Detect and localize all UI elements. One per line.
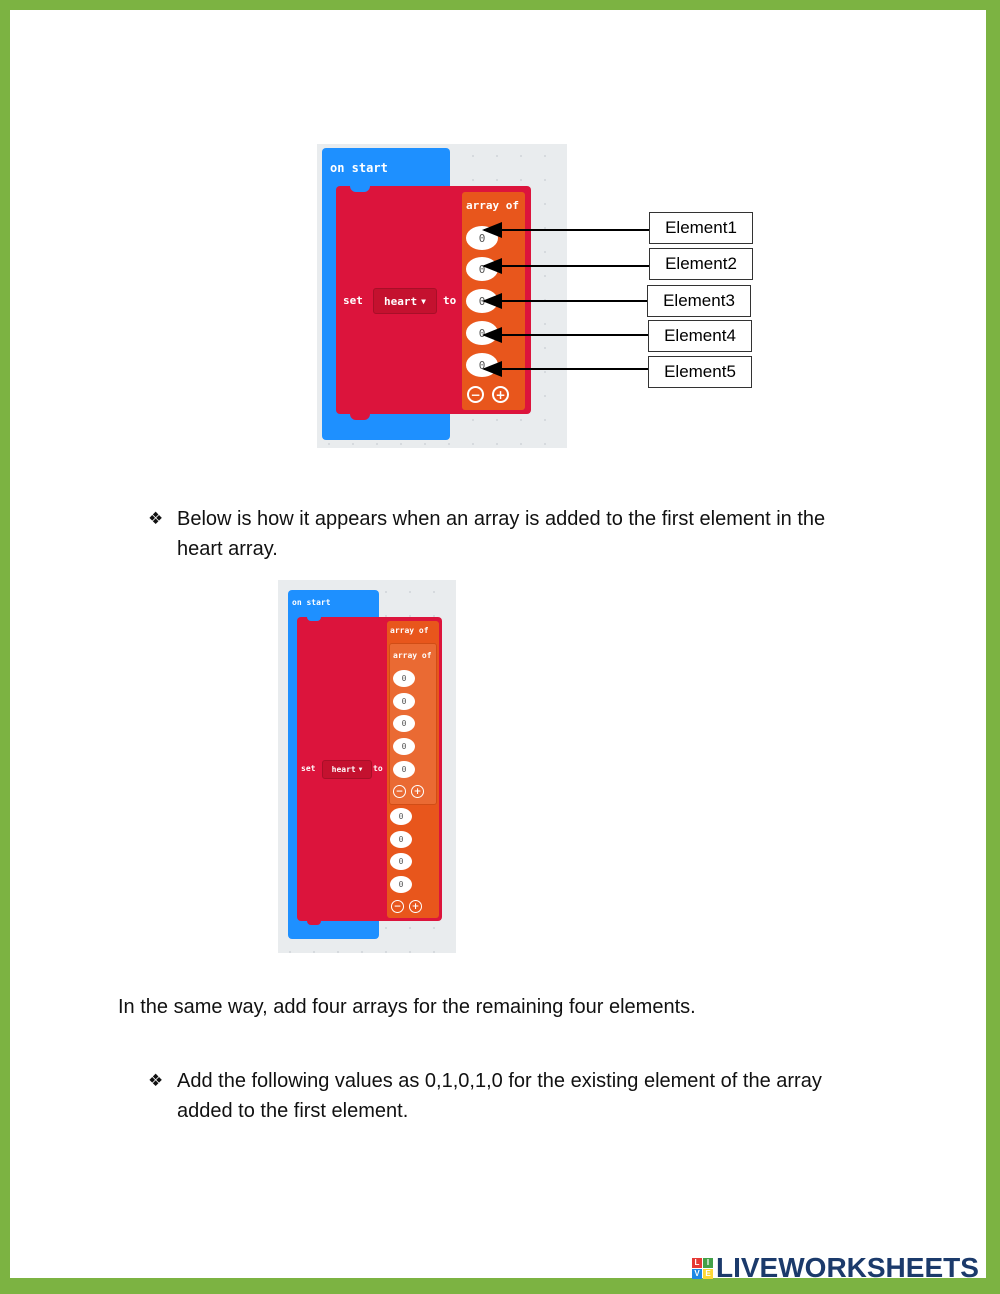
inner-value-3[interactable]: 0 xyxy=(393,715,415,732)
array-value-3[interactable]: 0 xyxy=(466,289,498,313)
liveworksheets-logo xyxy=(692,1252,979,1284)
bullet-2-line-2: added to the first element. xyxy=(177,1100,409,1122)
variable-dropdown-2[interactable] xyxy=(322,760,372,779)
callout-element5: Element5 xyxy=(648,356,752,388)
bullet-2 xyxy=(148,1066,888,1128)
set-label-2: set xyxy=(301,764,316,773)
on-start-label-2: on start xyxy=(292,598,331,607)
to-label: to xyxy=(443,294,457,307)
logo-grid-icon: L I V E xyxy=(692,1258,713,1279)
callout-element1: Element1 xyxy=(649,212,753,244)
inner-value-5[interactable]: 0 xyxy=(393,761,415,778)
variable-dropdown[interactable] xyxy=(373,288,437,314)
outer-value-4[interactable]: 0 xyxy=(390,853,412,870)
bullet-1-line-2: heart array. xyxy=(177,538,278,560)
block-notch-top xyxy=(350,186,370,192)
outer-array-label: array of xyxy=(390,626,429,635)
array-value-2[interactable]: 0 xyxy=(466,257,498,281)
chevron-down-icon: ▼ xyxy=(421,296,426,306)
bullet-2-line-1: Add the following values as 0,1,0,1,0 for the existing element of the array xyxy=(177,1070,822,1092)
callout-element3: Element3 xyxy=(647,285,751,317)
bullet-1 xyxy=(148,504,888,566)
block-notch-top-2 xyxy=(307,617,321,621)
inner-value-1[interactable]: 0 xyxy=(393,670,415,687)
callout-element2: Element2 xyxy=(649,248,753,280)
inner-value-4[interactable]: 0 xyxy=(393,738,415,755)
on-start-label: on start xyxy=(330,161,388,175)
bullet-diamond-icon: ❖ xyxy=(148,509,164,529)
brand-name: LIVEWORKSHEETS xyxy=(716,1252,979,1283)
block-notch-bottom xyxy=(350,414,370,420)
callout-element4: Element4 xyxy=(648,320,752,352)
bullet-1-line-1: Below is how it appears when an array is added to the first element in the xyxy=(177,508,826,530)
array-value-4[interactable]: 0 xyxy=(466,321,498,345)
outer-remove-item-icon[interactable]: − xyxy=(391,900,404,913)
variable-name-2: heart xyxy=(331,765,356,774)
add-item-icon[interactable]: + xyxy=(492,386,509,403)
inner-array-label: array of xyxy=(393,651,432,660)
variable-name: heart xyxy=(384,294,418,308)
inner-add-item-icon[interactable]: + xyxy=(411,785,424,798)
remove-item-icon[interactable]: − xyxy=(467,386,484,403)
array-of-label: array of xyxy=(466,199,519,212)
instruction-paragraph: In the same way, add four arrays for the remaining four elements. xyxy=(118,996,696,1018)
outer-add-item-icon[interactable]: + xyxy=(409,900,422,913)
inner-remove-item-icon[interactable]: − xyxy=(393,785,406,798)
inner-value-2[interactable]: 0 xyxy=(393,693,415,710)
array-value-5[interactable]: 0 xyxy=(466,353,498,377)
bullet-diamond-icon: ❖ xyxy=(148,1071,164,1091)
block-notch-bottom-2 xyxy=(307,921,321,925)
outer-value-5[interactable]: 0 xyxy=(390,876,412,893)
set-label: set xyxy=(343,294,363,307)
to-label-2: to xyxy=(373,764,383,773)
array-value-1[interactable]: 0 xyxy=(466,226,498,250)
chevron-down-icon: ▼ xyxy=(358,766,363,773)
outer-value-2[interactable]: 0 xyxy=(390,808,412,825)
outer-value-3[interactable]: 0 xyxy=(390,831,412,848)
